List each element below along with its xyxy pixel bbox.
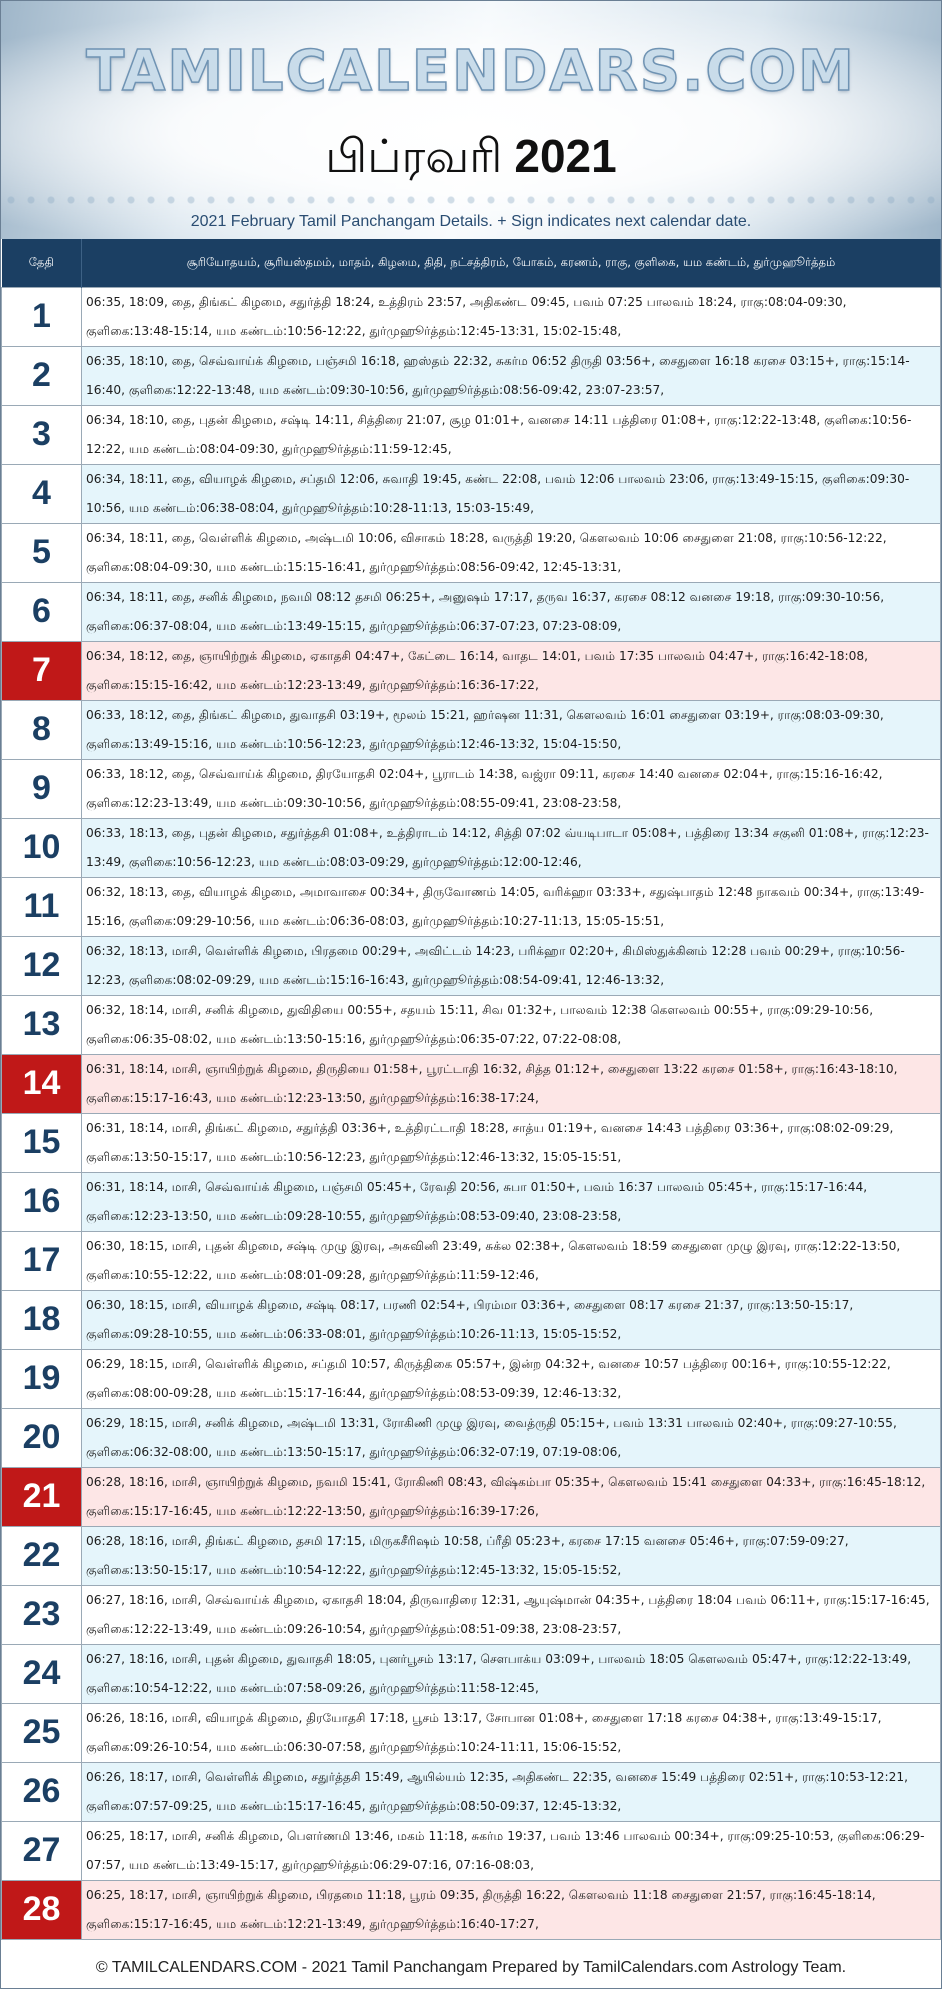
date-cell: 24 [2,1644,82,1703]
table-row [2,818,941,877]
date-cell: 11 [2,877,82,936]
date-cell: 15 [2,1113,82,1172]
panchangam-details: 06:34, 18:11, தை, சனிக் கிழமை, நவமி 08:12 தசமி 06:25+, அனுஷம் 17:17, தருவ 16:37, கரசை 08:12 வனசை 19:18, ராகு:09:30-10:56, குளிகை:06:37-08:04, யம கண்டம்:13:49-15:15, துர்முஹூர்த்தம்:06:37-07:23, 07:23-08:09, [86,589,885,633]
details-cell [82,1585,941,1644]
date-cell: 21 [2,1467,82,1526]
details-cell [82,287,941,346]
panchangam-details: 06:32, 18:13, தை, வியாழக் கிழமை, அமாவாசை 00:34+, திருவோணம் 14:05, வரிக்ஹா 03:33+, சதுஷ்பாதம் 12:48 நாகவம் 00:34+, ராகு:13:49-15:16, குளிகை:09:29-10:56, யம கண்டம்:06:36-08:03, துர்முஹூர்த்தம்:10:27-11:13, 15:05-15:51, [86,884,924,928]
panchangam-details: 06:33, 18:12, தை, திங்கட் கிழமை, துவாதசி 03:19+, மூலம் 15:21, ஹர்ஷன 11:31, கௌலவம் 16:01 சைதுளை 03:19+, ராகு:08:03-09:30, குளிகை:13:49-15:16, யம கண்டம்:10:56-12:23, துர்முஹூர்த்தம்:12:46-13:32, 15:04-15:50, [86,707,884,751]
details-cell [82,1526,941,1585]
details-cell [82,1349,941,1408]
table-row [2,1762,941,1821]
panchangam-details: 06:33, 18:12, தை, செவ்வாய்க் கிழமை, திரயோதசி 02:04+, பூராடம் 14:38, வஜ்ரா 09:11, கரசை 14:40 வனசை 02:04+, ராகு:15:16-16:42, குளிகை:12:23-13:49, யம கண்டம்:09:30-10:56, துர்முஹூர்த்தம்:08:55-09:41, 23:08-23:58, [86,766,883,810]
details-cell [82,405,941,464]
details-cell [82,759,941,818]
table-row [2,405,941,464]
table-row [2,523,941,582]
footer-copyright: © TAMILCALENDARS.COM - 2021 Tamil Panchangam Prepared by TamilCalendars.com Astrology Team. [1,1939,941,1989]
details-cell [82,877,941,936]
panchangam-details: 06:27, 18:16, மாசி, புதன் கிழமை, துவாதசி 18:05, புனர்பூசம் 13:17, சௌபாக்ய 03:09+, பாலவம் 18:05 கௌலவம் 05:47+, ராகு:12:22-13:49, குளிகை:10:54-12:22, யம கண்டம்:07:58-09:26, துர்முஹூர்த்தம்:11:58-12:45, [86,1651,912,1695]
details-cell [82,464,941,523]
details-cell [82,1703,941,1762]
details-cell [82,523,941,582]
panchangam-details: 06:34, 18:11, தை, வெள்ளிக் கிழமை, அஷ்டமி 10:06, விசாகம் 18:28, வருத்தி 19:20, கௌலவம் 10:06 சைதுளை 21:08, ராகு:10:56-12:22, குளிகை:08:04-09:30, யம கண்டம்:15:15-16:41, துர்முஹூர்த்தம்:08:56-09:42, 12:45-13:31, [86,530,887,574]
date-cell: 12 [2,936,82,995]
panchangam-details: 06:35, 18:09, தை, திங்கட் கிழமை, சதுர்த்தி 18:24, உத்திரம் 23:57, அதிகண்ட 09:45, பவம் 07:25 பாலவம் 18:24, ராகு:08:04-09:30, குளிகை:13:48-15:14, யம கண்டம்:10:56-12:22, துர்முஹூர்த்தம்:12:45-13:31, 15:02-15:48, [86,294,847,338]
table-row [2,1821,941,1880]
table-row [2,464,941,523]
details-cell [82,1113,941,1172]
date-cell: 14 [2,1054,82,1113]
year: 2021 [514,130,617,182]
panchangam-details: 06:31, 18:14, மாசி, செவ்வாய்க் கிழமை, பஞ்சமி 05:45+, ரேவதி 20:56, சுபா 01:50+, பவம் 16:37 பாலவம் 05:45+, ராகு:15:17-16:44, குளிகை:12:23-13:50, யம கண்டம்:09:28-10:55, துர்முஹூர்த்தம்:08:53-09:40, 23:08-23:58, [86,1179,868,1223]
details-cell [82,582,941,641]
subtitle: 2021 February Tamil Panchangam Details. + Sign indicates next calendar date. [190,213,752,230]
details-cell [82,1821,941,1880]
date-cell: 27 [2,1821,82,1880]
panchangam-details: 06:26, 18:17, மாசி, வெள்ளிக் கிழமை, சதுர்த்தசி 15:49, ஆயில்யம் 12:35, அதிகண்ட 22:35, வனசை 15:49 பத்திரை 02:51+, ராகு:10:53-12:21, குளிகை:07:57-09:25, யம கண்டம்:15:17-16:45, துர்முஹூர்த்தம்:08:50-09:37, 12:45-13:32, [86,1769,909,1813]
panchangam-details: 06:33, 18:13, தை, புதன் கிழமை, சதுர்த்தசி 01:08+, உத்திராடம் 14:12, சித்தி 07:02 வ்யடிபாடா 05:08+, பத்திரை 13:34 சகுனி 01:08+, ராகு:12:23-13:49, குளிகை:10:56-12:23, யம கண்டம்:08:03-09:29, துர்முஹூர்த்தம்:12:00-12:46, [86,825,929,869]
panchangam-details: 06:31, 18:14, மாசி, ஞாயிற்றுக் கிழமை, திருதியை 01:58+, பூரட்டாதி 16:32, சித்த 01:12+, சைதுளை 13:22 கரசை 01:58+, ராகு:16:43-18:10, குளிகை:15:17-16:43, யம கண்டம்:12:23-13:50, துர்முஹூர்த்தம்:16:38-17:24, [86,1061,898,1105]
table-row [2,877,941,936]
details-cell [82,346,941,405]
date-cell: 20 [2,1408,82,1467]
details-cell [82,1172,941,1231]
date-cell: 6 [2,582,82,641]
details-cell [82,1290,941,1349]
table-row [2,936,941,995]
table-row [2,582,941,641]
details-cell [82,1467,941,1526]
date-cell: 22 [2,1526,82,1585]
table-row [2,700,941,759]
panchangam-details: 06:35, 18:10, தை, செவ்வாய்க் கிழமை, பஞ்சமி 16:18, ஹஸ்தம் 22:32, சுகர்ம 06:52 திருதி 03:56+, சைதுளை 16:18 கரசை 03:15+, ராகு:15:14-16:40, குளிகை:12:22-13:48, யம கண்டம்:09:30-10:56, துர்முஹூர்த்தம்:08:56-09:42, 23:07-23:57, [86,353,910,397]
column-header-date: தேதி [2,239,82,287]
table-row [2,1290,941,1349]
date-cell: 7 [2,641,82,700]
details-cell [82,1880,941,1939]
site-logo[interactable]: TAMILCALENDARS.COM [86,39,856,104]
panchangam-details: 06:25, 18:17, மாசி, ஞாயிற்றுக் கிழமை, பிரதமை 11:18, பூரம் 09:35, திருத்தி 16:22, கௌலவம் 11:18 சைதுளை 21:57, ராகு:16:45-18:14, குளிகை:15:17-16:45, யம கண்டம்:12:21-13:49, துர்முஹூர்த்தம்:16:40-17:27, [86,1887,876,1931]
panchangam-details: 06:27, 18:16, மாசி, செவ்வாய்க் கிழமை, ஏகாதசி 18:04, திருவாதிரை 12:31, ஆயுஷ்மான் 04:35+, பத்திரை 18:04 பவம் 06:11+, ராகு:15:17-16:45, குளிகை:12:22-13:49, யம கண்டம்:09:26-10:54, துர்முஹூர்த்தம்:08:51-09:38, 23:08-23:57, [86,1592,930,1636]
date-cell: 4 [2,464,82,523]
panchangam-details: 06:25, 18:17, மாசி, சனிக் கிழமை, பௌர்ணமி 13:46, மகம் 11:18, சுகர்ம 19:37, பவம் 13:46 பாலவம் 00:34+, ராகு:09:25-10:53, குளிகை:06:29-07:57, யம கண்டம்:13:49-15:17, துர்முஹூர்த்தம்:06:29-07:16, 07:16-08:03, [86,1828,925,1872]
details-cell [82,1644,941,1703]
panchangam-details: 06:31, 18:14, மாசி, திங்கட் கிழமை, சதுர்த்தி 03:36+, உத்திரட்டாதி 18:28, சாத்ய 01:19+, வனசை 14:43 பத்திரை 03:36+, ராகு:08:02-09:29, குளிகை:13:50-15:17, யம கண்டம்:10:56-12:23, துர்முஹூர்த்தம்:12:46-13:32, 15:05-15:51, [86,1120,894,1164]
date-cell: 18 [2,1290,82,1349]
date-cell: 26 [2,1762,82,1821]
table-row [2,346,941,405]
panchangam-details: 06:30, 18:15, மாசி, வியாழக் கிழமை, சஷ்டி 08:17, பரணி 02:54+, பிரம்மா 03:36+, சைதுளை 08:17 கரசை 21:37, ராகு:13:50-15:17, குளிகை:09:28-10:55, யம கண்டம்:06:33-08:01, துர்முஹூர்த்தம்:10:26-11:13, 15:05-15:52, [86,1297,854,1341]
table-row [2,1349,941,1408]
date-cell: 8 [2,700,82,759]
panchangam-details: 06:32, 18:14, மாசி, சனிக் கிழமை, துவிதியை 00:55+, சதயம் 15:11, சிவ 01:32+, பாலவம் 12:38 கௌலவம் 00:55+, ராகு:09:29-10:56, குளிகை:06:35-08:02, யம கண்டம்:13:50-15:16, துர்முஹூர்த்தம்:06:35-07:22, 07:22-08:08, [86,1002,874,1046]
date-cell: 28 [2,1880,82,1939]
date-cell: 10 [2,818,82,877]
table-row [2,287,941,346]
details-cell [82,1408,941,1467]
table-row [2,1172,941,1231]
date-cell: 19 [2,1349,82,1408]
date-cell: 3 [2,405,82,464]
details-cell [82,995,941,1054]
table-row [2,1644,941,1703]
details-cell [82,1231,941,1290]
date-cell: 17 [2,1231,82,1290]
details-cell [82,1054,941,1113]
panchangam-table [1,239,941,1939]
panchangam-details: 06:28, 18:16, மாசி, ஞாயிற்றுக் கிழமை, நவமி 15:41, ரோகிணி 08:43, விஷ்கம்பா 05:35+, கௌலவம் 15:41 சைதுளை 04:33+, ராகு:16:45-18:12, குளிகை:15:17-16:45, யம கண்டம்:12:22-13:50, துர்முஹூர்த்தம்:16:39-17:26, [86,1474,926,1518]
panchangam-details: 06:28, 18:16, மாசி, திங்கட் கிழமை, தசமி 17:15, மிருகசீரிஷம் 10:58, ப்ரீதி 05:23+, கரசை 17:15 வனசை 05:46+, ராகு:07:59-09:27, குளிகை:13:50-15:17, யம கண்டம்:10:54-12:22, துர்முஹூர்த்தம்:12:45-13:32, 15:05-15:52, [86,1533,849,1577]
date-cell: 23 [2,1585,82,1644]
table-row [2,759,941,818]
panchangam-details: 06:29, 18:15, மாசி, வெள்ளிக் கிழமை, சப்தமி 10:57, கிருத்திகை 05:57+, இன்ற 04:32+, வனசை 10:57 பத்திரை 00:16+, ராகு:10:55-12:22, குளிகை:08:00-09:28, யம கண்டம்:15:17-16:44, துர்முஹூர்த்தம்:08:53-09:39, 12:46-13:32, [86,1356,891,1400]
table-row [2,995,941,1054]
table-row [2,1585,941,1644]
table-row [2,1467,941,1526]
details-cell [82,818,941,877]
table-row [2,1526,941,1585]
table-row [2,641,941,700]
panchangam-details: 06:34, 18:10, தை, புதன் கிழமை, சஷ்டி 14:11, சித்திரை 21:07, சூழ 01:01+, வனசை 14:11 பத்திரை 01:08+, ராகு:12:22-13:48, குளிகை:10:56-12:22, யம கண்டம்:08:04-09:30, துர்முஹூர்த்தம்:11:59-12:45, [86,412,912,456]
panchangam-details: 06:26, 18:16, மாசி, வியாழக் கிழமை, திரயோதசி 17:18, பூசம் 13:17, சோபான 01:08+, சைதுளை 17:18 கரசை 04:38+, ராகு:13:49-15:17, குளிகை:09:26-10:54, யம கண்டம்:06:30-07:58, துர்முஹூர்த்தம்:10:24-11:11, 15:06-15:52, [86,1710,882,1754]
table-row [2,1231,941,1290]
date-cell: 16 [2,1172,82,1231]
table-row [2,1408,941,1467]
page-title [1,129,941,190]
panchangam-details: 06:29, 18:15, மாசி, சனிக் கிழமை, அஷ்டமி 13:31, ரோகிணி முழு இரவு, வைத்ருதி 05:15+, பவம் 13:31 பாலவம் 02:40+, ராகு:09:27-10:55, குளிகை:06:32-08:00, யம கண்டம்:13:50-15:17, துர்முஹூர்த்தம்:06:32-07:19, 07:19-08:06, [86,1415,897,1459]
date-cell: 9 [2,759,82,818]
details-cell [82,700,941,759]
details-cell [82,641,941,700]
date-cell: 5 [2,523,82,582]
month-name: பிப்ரவரி [325,129,503,183]
header-banner [1,1,941,239]
panchangam-details: 06:34, 18:12, தை, ஞாயிற்றுக் கிழமை, ஏகாதசி 04:47+, கேட்டை 16:14, வாதட 14:01, பவம் 17:35 பாலவம் 04:47+, ராகு:16:42-18:08, குளிகை:15:15-16:42, யம கண்டம்:12:23-13:49, துர்முஹூர்த்தம்:16:36-17:22, [86,648,869,692]
table-row [2,1054,941,1113]
panchangam-details: 06:34, 18:11, தை, வியாழக் கிழமை, சப்தமி 12:06, சுவாதி 19:45, கண்ட 22:08, பவம் 12:06 பாலவம் 23:06, ராகு:13:49-15:15, குளிகை:09:30-10:56, யம கண்டம்:06:38-08:04, துர்முஹூர்த்தம்:10:28-11:13, 15:03-15:49, [86,471,910,515]
details-cell [82,1762,941,1821]
date-cell: 25 [2,1703,82,1762]
date-cell: 2 [2,346,82,405]
table-row [2,1880,941,1939]
table-row [2,1703,941,1762]
table-row [2,1113,941,1172]
date-cell: 1 [2,287,82,346]
panchangam-details: 06:30, 18:15, மாசி, புதன் கிழமை, சஷ்டி முழு இரவு, அசுவினி 23:49, சுக்ல 02:38+, கௌலவம் 18:59 சைதுளை முழு இரவு, ராகு:12:22-13:50, குளிகை:10:55-12:22, யம கண்டம்:08:01-09:28, துர்முஹூர்த்தம்:11:59-12:46, [86,1238,901,1282]
column-header-details: சூரியோதயம், சூரியஸ்தமம், மாதம், கிழமை, திதி, நட்சத்திரம், யோகம், கரணம், ராகு, குளிகை, யம கண்டம், துர்முஹூர்த்தம் [82,239,941,287]
date-cell: 13 [2,995,82,1054]
details-cell [82,936,941,995]
panchangam-details: 06:32, 18:13, மாசி, வெள்ளிக் கிழமை, பிரதமை 00:29+, அவிட்டம் 14:23, பரிக்ஹா 02:20+, கிமிஸ்துக்கினம் 12:28 பவம் 00:29+, ராகு:10:56-12:23, குளிகை:08:02-09:29, யம கண்டம்:15:16-16:43, துர்முஹூர்த்தம்:08:54-09:41, 12:46-13:32, [86,943,905,987]
table-header-row [2,239,941,287]
